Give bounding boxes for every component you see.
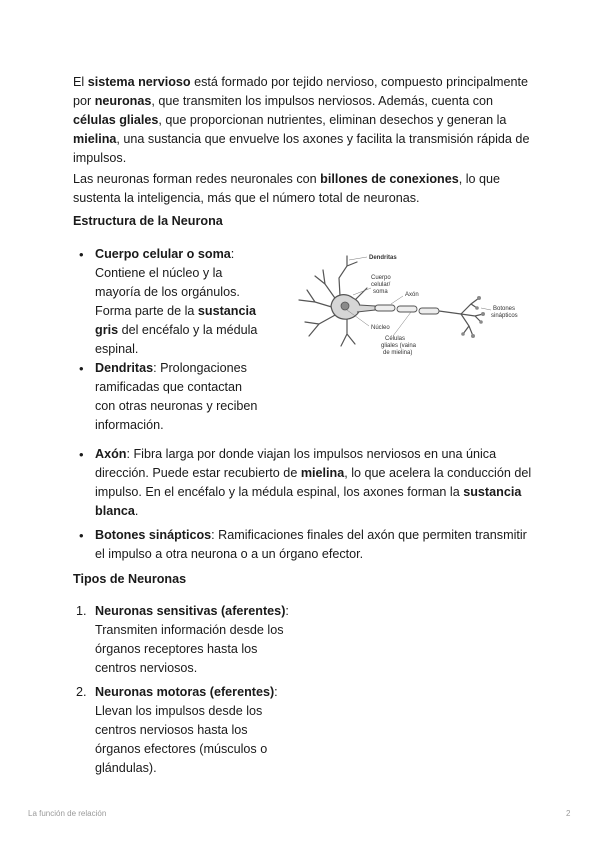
label-dendritas: Dendritas (369, 255, 397, 261)
label-axon: Axón (405, 292, 419, 298)
types-heading: Tipos de Neuronas (73, 572, 187, 586)
label-botones: sinápticos (491, 313, 518, 319)
label-cuerpo: soma (373, 289, 388, 295)
label-celulas-gliales: gliales (vaina (381, 343, 417, 349)
list-item-motoras: Neuronas motoras (eferentes): Llevan los impulsos desde los centros nerviosos hasta los órganos efectores (músculos o glándulas). (95, 685, 278, 775)
label-cuerpo: celular/ (371, 282, 391, 288)
bullet-dot: • (79, 447, 84, 462)
label-cuerpo: Cuerpo (371, 275, 391, 281)
label-botones: Botones (493, 306, 516, 312)
list-number: 1. (76, 604, 87, 618)
list-item-dendritas: Dendritas: Prolongaciones ramificadas que contactan con otras neuronas y reciben información. (95, 361, 258, 432)
bullet-dot: • (79, 528, 84, 543)
nucleus-shape (341, 302, 349, 310)
list-item-soma: Cuerpo celular o soma: Contiene el núcleo y la mayoría de los orgánulos. Forma parte de la sustancia gris del encéfalo y la médula espinal. (95, 247, 258, 356)
term-billones-conexiones: billones de conexiones (320, 172, 459, 186)
bullet-dot: • (79, 247, 84, 262)
term-neuronas: neuronas (94, 94, 152, 108)
list-item-botones: Botones sinápticos: Ramificaciones finales del axón que permiten transmitir el impulso a otra neurona o a un órgano efector. (95, 528, 527, 561)
list-item-sensitivas: Neuronas sensitivas (aferentes): Transmiten información desde los órganos receptores hasta los centros nerviosos. (95, 604, 289, 675)
myelin-sheath (375, 305, 439, 314)
intro-paragraph-2: Las neuronas forman redes neuronales con billones de conexiones, lo que sustenta la inteligencia, más que el número total de neuronas. (73, 172, 501, 205)
label-celulas-gliales: de mielina) (383, 350, 413, 356)
label-celulas-gliales: Células (385, 336, 406, 342)
list-item-axon: Axón: Fibra larga por donde viajan los impulsos nerviosos en una única dirección. Puede estar recubierto de mielina, lo que acelera la conducción del impulso. En el encéfalo y la médula espinal, los axones forman la sustancia blanca. (95, 447, 532, 518)
term-sistema-nervioso: sistema nervioso (87, 75, 191, 89)
neuron-diagram (285, 248, 525, 360)
bullet-dot: • (79, 361, 84, 376)
page-number: 2 (566, 809, 571, 818)
footer-title: La función de relación (28, 809, 107, 818)
term-celulas-gliales: células gliales (73, 113, 159, 127)
intro-paragraph-1: El sistema nervioso está formado por tejido nervioso, compuesto principalmente por neuronas, que transmiten los impulsos nerviosos. Además, cuenta con células gliales, que proporcionan nutrientes, eliminan desechos y generan la mielina, una sustancia que envuelve los axones y facilita la transmisión rápida de impulsos. (73, 75, 530, 165)
label-nucleo: Núcleo (371, 325, 390, 331)
term-mielina: mielina (73, 132, 117, 146)
structure-heading: Estructura de la Neurona (73, 214, 223, 228)
list-number: 2. (76, 685, 87, 699)
